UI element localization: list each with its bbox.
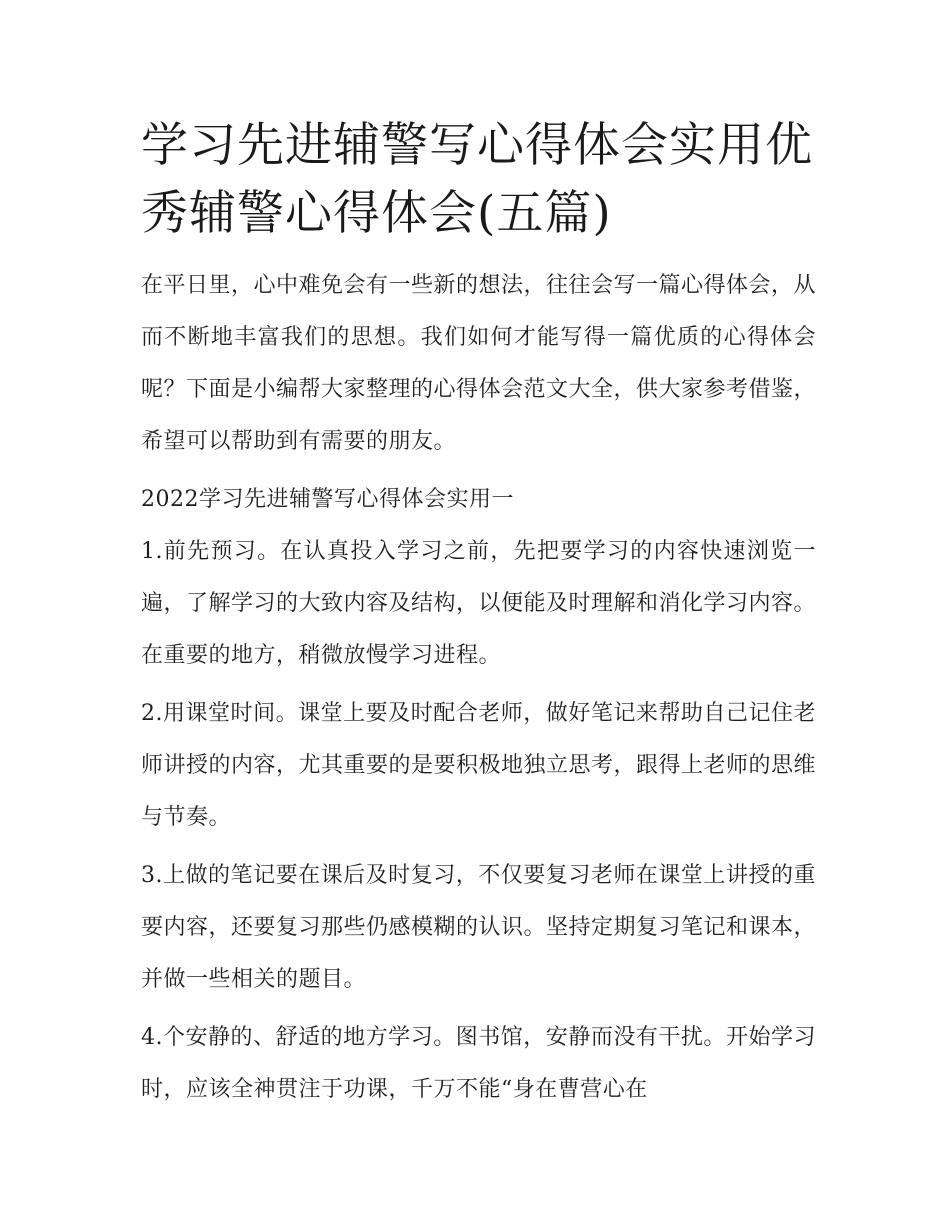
list-item-3: 3.上做的笔记要在课后及时复习，不仅要复习老师在课堂上讲授的重要内容，还要复习那些仍感模糊的认识。坚持定期复习笔记和课本，并做一些相关的题目。 bbox=[141, 863, 817, 992]
list-item-4: 4.个安静的、舒适的地方学习。图书馆，安静而没有干扰。开始学习时，应该全神贯注于功课，千万不能“身在曹营心在 bbox=[141, 1025, 816, 1102]
document-body bbox=[141, 112, 816, 1122]
list-item-1: 1.前先预习。在认真投入学习之前，先把要学习的内容快速浏览一遍，了解学习的大致内容及结构，以便能及时理解和消化学习内容。在重要的地方，稍微放慢学习进程。 bbox=[141, 539, 817, 668]
section-heading: 2022学习先进辅警写心得体会实用一 bbox=[141, 487, 514, 512]
intro-paragraph: 在平日里，心中难免会有一些新的想法，往往会写一篇心得体会，从而不断地丰富我们的思想。我们如何才能写得一篇优质的心得体会呢？下面是小编帮大家整理的心得体会范文大全，供大家参考借鉴，希望可以帮助到有需要的朋友。 bbox=[141, 273, 817, 454]
document-title: 学习先进辅警写心得体会实用优秀辅警心得体会(五篇) bbox=[141, 118, 813, 241]
list-item-2: 2.用课堂时间。课堂上要及时配合老师，做好笔记来帮助自己记住老师讲授的内容，尤其重要的是要积极地独立思考，跟得上老师的思维与节奏。 bbox=[141, 701, 817, 830]
